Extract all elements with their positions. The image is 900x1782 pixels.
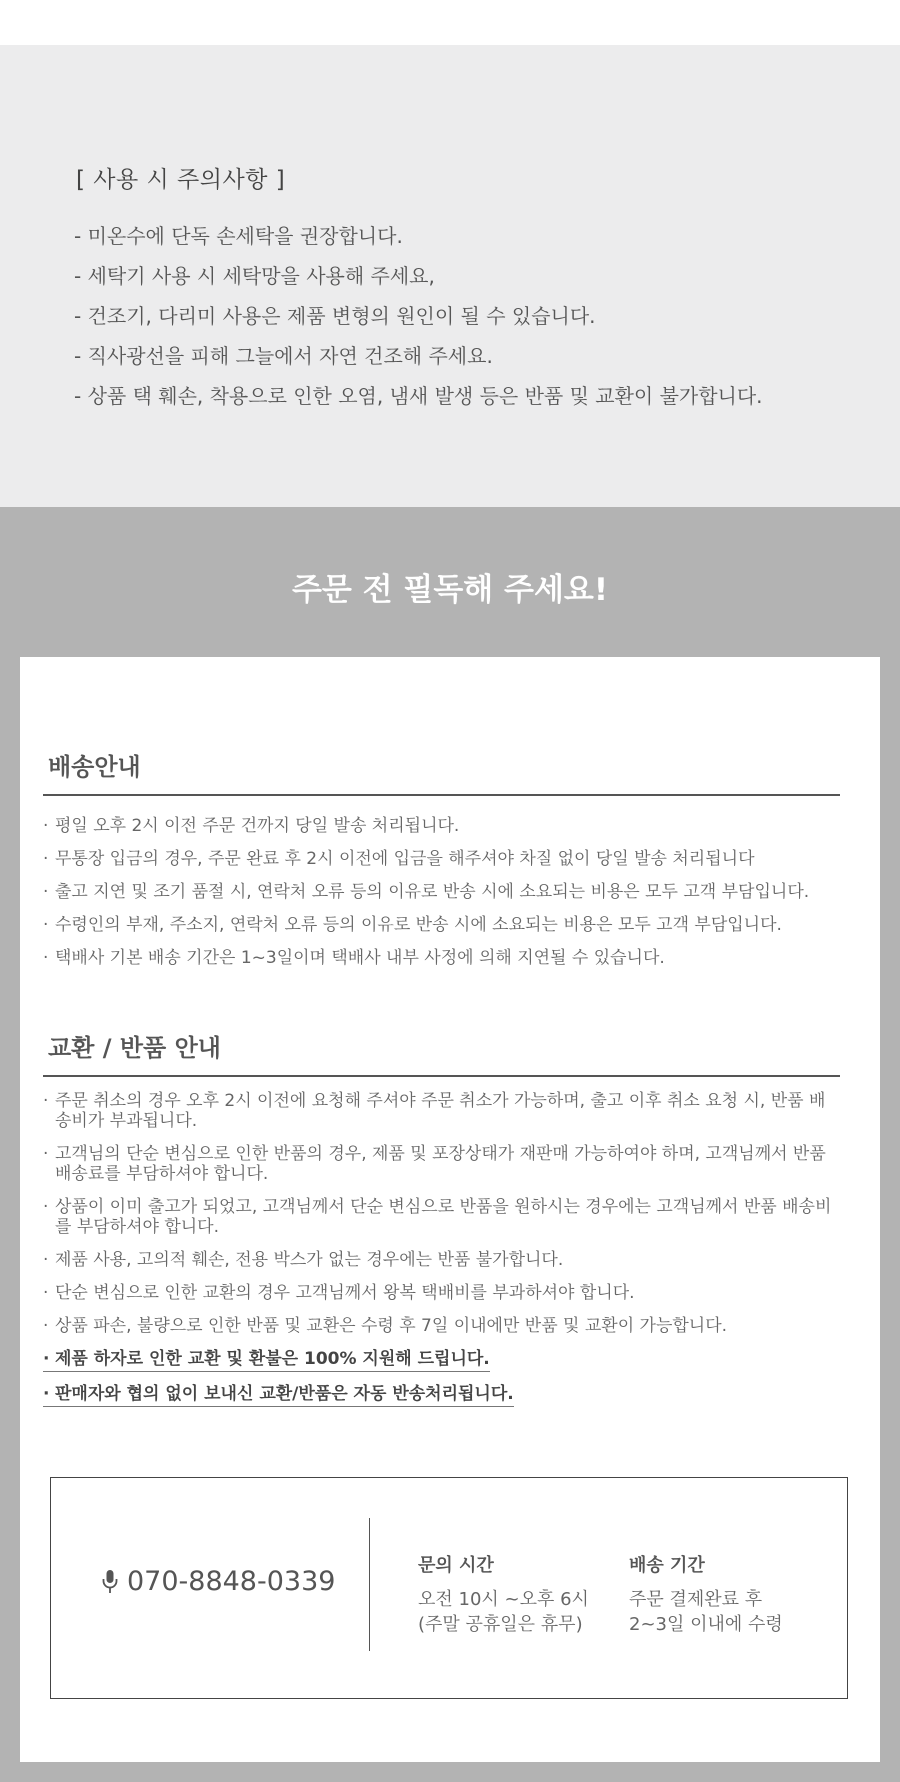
caution-section — [0, 45, 900, 507]
exchange-item: · 상품이 이미 출고가 되었고, 고객님께서 단순 변심으로 반품을 원하시는 경우에는 고객님께서 반품 배송비를 부담하셔야 합니다. — [43, 1197, 840, 1237]
delivery-period-line: 주문 결제완료 후 — [629, 1589, 763, 1610]
exchange-strong-item: · 판매자와 협의 없이 보내신 교환/반품은 자동 반송처리됩니다. — [43, 1384, 514, 1407]
inquiry-hours-line: (주말 공휴일은 휴무) — [418, 1614, 583, 1635]
order-notice-section — [0, 507, 900, 1782]
top-spacer — [0, 0, 900, 45]
order-notice-title: 주문 전 필독해 주세요! — [291, 572, 609, 608]
exchange-item: · 고객님의 단순 변심으로 인한 반품의 경우, 제품 및 포장상태가 재판매 가능하여야 하며, 고객님께서 반품 배송료를 부담하셔야 합니다. — [43, 1144, 840, 1184]
shipping-item: · 무통장 입금의 경우, 주문 완료 후 2시 이전에 입금을 해주셔야 차질 없이 당일 발송 처리됩니다 — [43, 843, 840, 876]
microphone-icon — [101, 1569, 119, 1595]
caution-item: - 상품 택 훼손, 착용으로 인한 오염, 냄새 발생 등은 반품 및 교환이 불가합니다. — [74, 384, 763, 408]
shipping-item: · 출고 지연 및 조기 품절 시, 연락처 오류 등의 이유로 반송 시에 소요되는 비용은 모두 고객 부담입니다. — [43, 876, 840, 909]
caution-list — [74, 216, 900, 416]
caution-item: - 세탁기 사용 시 세탁망을 사용해 주세요, — [74, 264, 435, 288]
caution-item: - 건조기, 다리미 사용은 제품 변형의 원인이 될 수 있습니다. — [74, 304, 596, 328]
exchange-heading: 교환 / 반품 안내 — [43, 1028, 840, 1077]
shipping-item: · 평일 오후 2시 이전 주문 건까지 당일 발송 처리됩니다. — [43, 810, 840, 843]
caution-item: - 미온수에 단독 손세탁을 권장합니다. — [74, 224, 403, 248]
contact-divider — [369, 1518, 370, 1651]
inquiry-hours-title: 문의 시간 — [418, 1555, 494, 1576]
exchange-item: · 상품 파손, 불량으로 인한 반품 및 교환은 수령 후 7일 이내에만 반품 및 교환이 가능합니다. — [43, 1316, 840, 1336]
exchange-strong-item: · 제품 하자로 인한 교환 및 환불은 100% 지원해 드립니다. — [43, 1349, 490, 1372]
caution-title: [ 사용 시 주의사항 ] — [76, 167, 286, 193]
exchange-item: · 주문 취소의 경우 오후 2시 이전에 요청해 주셔야 주문 취소가 가능하며, 출고 이후 취소 요청 시, 반품 배송비가 부과됩니다. — [43, 1091, 840, 1131]
delivery-period-line: 2~3일 이내에 수령 — [629, 1614, 783, 1635]
delivery-period — [629, 1551, 783, 1637]
phone-text: 070-8848-0339 — [127, 1566, 336, 1597]
shipping-list — [43, 810, 840, 975]
exchange-item: · 단순 변심으로 인한 교환의 경우 고객님께서 왕복 택배비를 부과하셔야 합니다. — [43, 1283, 840, 1303]
caution-item: - 직사광선을 피해 그늘에서 자연 건조해 주세요. — [74, 344, 493, 368]
shipping-heading: 배송안내 — [43, 747, 840, 796]
contact-box — [50, 1477, 848, 1699]
phone-number — [101, 1566, 335, 1597]
exchange-item: · 제품 사용, 고의적 훼손, 전용 박스가 없는 경우에는 반품 불가합니다. — [43, 1250, 840, 1270]
shipping-item: · 수령인의 부재, 주소지, 연락처 오류 등의 이유로 반송 시에 소요되는 비용은 모두 고객 부담입니다. — [43, 909, 840, 942]
notice-card — [20, 657, 880, 1762]
shipping-item: · 택배사 기본 배송 기간은 1~3일이며 택배사 내부 사정에 의해 지연될 수 있습니다. — [43, 942, 840, 975]
exchange-list — [43, 1091, 840, 1407]
inquiry-hours-line: 오전 10시 ~오후 6시 — [418, 1589, 589, 1610]
delivery-period-title: 배송 기간 — [629, 1555, 705, 1576]
inquiry-hours — [418, 1551, 589, 1637]
